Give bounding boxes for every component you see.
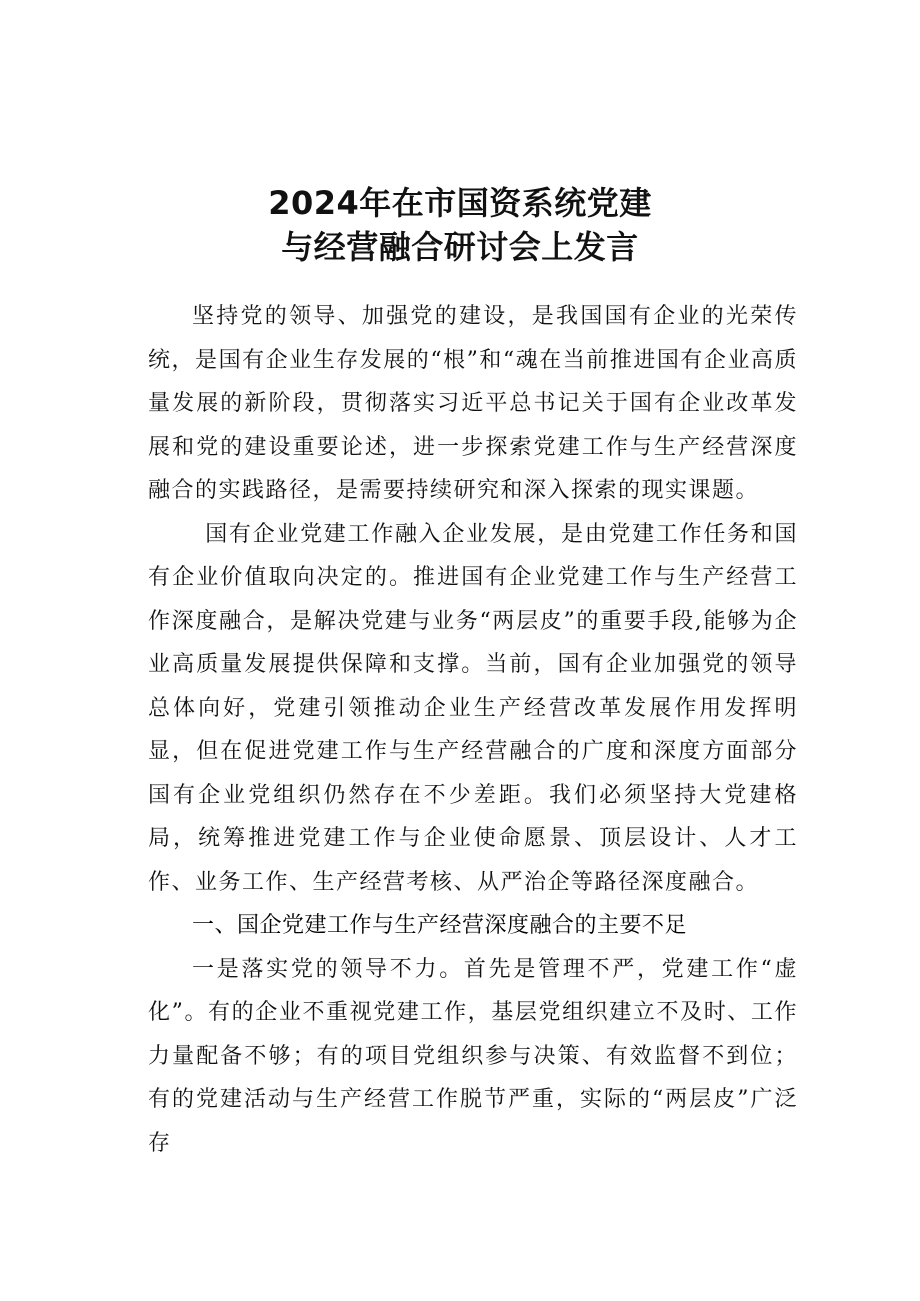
section-heading: 一、国企党建工作与生产经营深度融合的主要不足 [192,913,688,938]
paragraph-background: 国有企业党建工作融入企业发展，是由党建工作任务和国有企业价值取向决定的。推进国有企业党建工作与生产经营工作深度融合，是解决党建与业务“两层皮”的重要手段,能够为企业高质量发展提供保障和支撑。当前，国有企业加强党的领导总体向好，党建引领推动企业生产经营改革发展作用发挥明显，但在促进党建工作与生产经营融合的广度和深度方面部分国有企业党组织仍然存在不少差距。我们必须坚持大党建格局，统筹推进党建工作与企业使命愿景、顶层设计、人才工作、业务工作、生产经营考核、从严治企等路径深度融合。 [148,521,798,895]
document-body [148,295,798,1165]
title-line-1: 2024年在市国资系统党建 [268,184,652,223]
paragraph-intro: 坚持党的领导、加强党的建设，是我国国有企业的光荣传统，是国有企业生存发展的“根”和“魂在当前推进国有企业高质量发展的新阶段，贯彻落实习近平总书记关于国有企业改革发展和党的建设重要论述，进一步探索党建工作与生产经营深度融合的实践路径，是需要持续研究和深入探索的现实课题。 [148,304,798,503]
paragraph-section-1: 一是落实党的领导不力。首先是管理不严，党建工作“虚化”。有的企业不重视党建工作，基层党组织建立不及时、工作力量配备不够；有的项目党组织参与决策、有效监督不到位；有的党建活动与生产经营工作脱节严重，实际的“两层皮”广泛存 [148,956,798,1156]
title-line-2: 与经营融合研讨会上发言 [281,228,639,267]
page-title [0,181,920,269]
